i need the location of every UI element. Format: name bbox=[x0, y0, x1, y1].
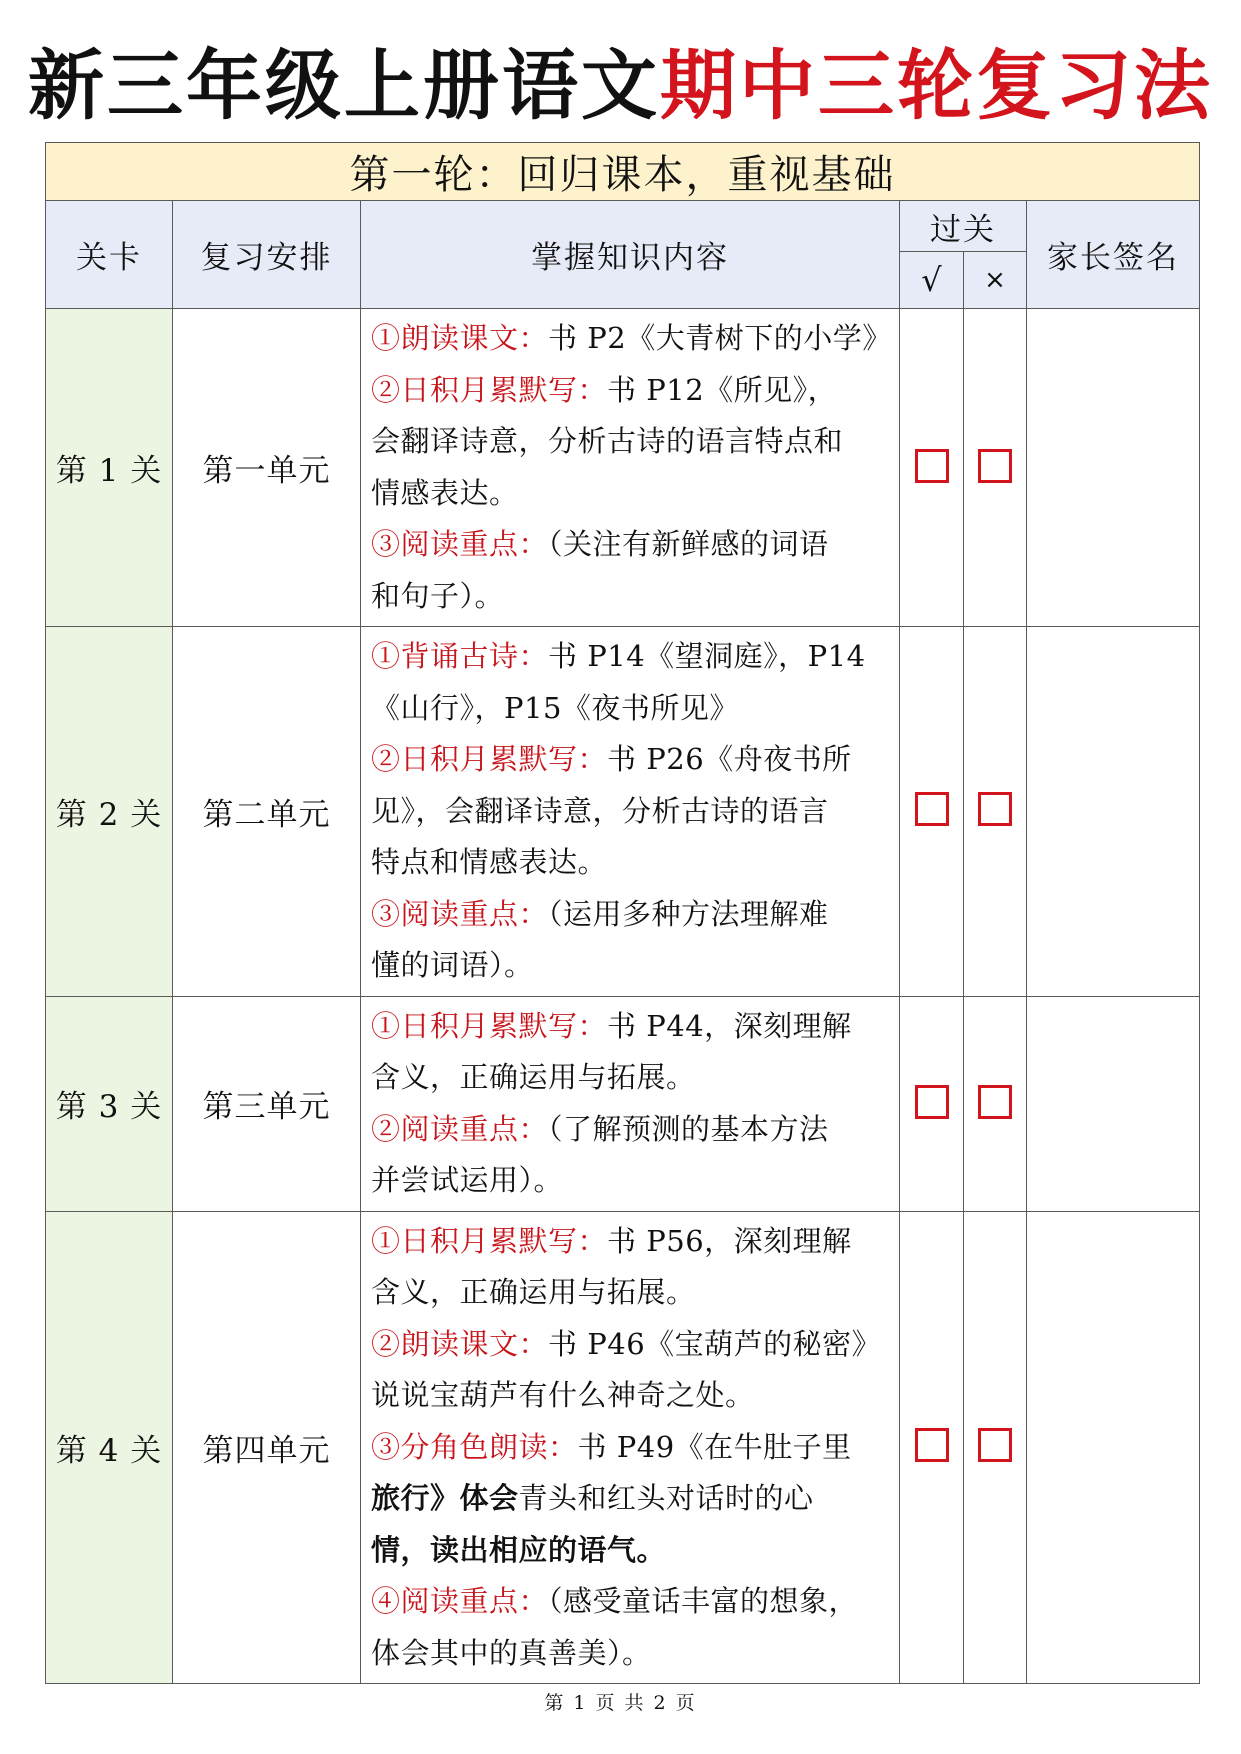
content-text: 和句子）。 bbox=[371, 578, 505, 613]
fail-checkbox[interactable] bbox=[978, 1428, 1012, 1462]
content-text: 青头和红头对话时的心 bbox=[518, 1481, 814, 1515]
content-text: 会翻译诗意，分析古诗的语言特点和 bbox=[371, 424, 844, 458]
header-level: 关卡 bbox=[46, 201, 173, 309]
content-text: 并尝试运用）。 bbox=[371, 1163, 564, 1197]
pass-checkbox-cell bbox=[900, 309, 964, 627]
bold-text: 情，读出相应的语气。 bbox=[371, 1532, 667, 1567]
content-line bbox=[371, 1155, 893, 1207]
highlight-label: ②日积月累默写： bbox=[371, 372, 608, 407]
level-row bbox=[46, 309, 1200, 627]
signature-cell[interactable] bbox=[1027, 627, 1200, 997]
content-line bbox=[371, 837, 893, 889]
content-line bbox=[371, 1216, 893, 1268]
highlight-label: ②阅读重点： bbox=[371, 1111, 549, 1146]
pass-checkbox[interactable] bbox=[915, 1428, 949, 1462]
content-line bbox=[371, 1370, 893, 1422]
content-line bbox=[371, 571, 893, 623]
content-text: （感受童话丰富的想象， bbox=[548, 1584, 859, 1618]
content-line bbox=[371, 1525, 893, 1577]
content-line bbox=[371, 889, 893, 941]
bold-text: 旅行》体会 bbox=[371, 1481, 519, 1515]
content-text: （运用多种方法理解难 bbox=[548, 896, 829, 931]
content-text: 情感表达。 bbox=[371, 475, 519, 510]
highlight-label: ②朗读课文： bbox=[371, 1326, 549, 1361]
level-label: 第 3 关 bbox=[46, 996, 173, 1211]
header-content: 掌握知识内容 bbox=[361, 201, 900, 309]
content-text: 书 P56，深刻理解 bbox=[607, 1223, 852, 1258]
content-line bbox=[371, 1267, 893, 1319]
content-line bbox=[371, 519, 893, 571]
header-signature: 家长签名 bbox=[1027, 201, 1200, 309]
highlight-label: ③分角色朗读： bbox=[371, 1429, 578, 1464]
unit-label: 第四单元 bbox=[173, 1211, 361, 1684]
content-line bbox=[371, 1628, 893, 1680]
content-text: （关注有新鲜感的词语 bbox=[548, 527, 829, 561]
content-text: 特点和情感表达。 bbox=[371, 845, 608, 879]
header-pass: 过关 bbox=[900, 201, 1027, 252]
content-text: 书 P2《大青树下的小学》 bbox=[548, 321, 892, 355]
review-table bbox=[45, 142, 1200, 1684]
round-title: 第一轮：回归课本，重视基础 bbox=[46, 143, 1200, 201]
content-line bbox=[371, 1422, 893, 1474]
content-line bbox=[371, 365, 893, 417]
content-line bbox=[371, 734, 893, 786]
fail-checkbox[interactable] bbox=[978, 792, 1012, 826]
content-line bbox=[371, 1052, 893, 1104]
content-text: 说说宝葫芦有什么神奇之处。 bbox=[371, 1378, 755, 1412]
fail-checkbox-cell bbox=[964, 627, 1027, 997]
content-line bbox=[371, 1001, 893, 1053]
content-line bbox=[371, 468, 893, 520]
content-text: 书 P46《宝葫芦的秘密》 bbox=[548, 1326, 882, 1361]
level-label: 第 1 关 bbox=[46, 309, 173, 627]
content-line bbox=[371, 786, 893, 838]
knowledge-content bbox=[361, 627, 900, 997]
title-part-black: 新三年级上册语文 bbox=[28, 41, 660, 130]
knowledge-content bbox=[361, 996, 900, 1211]
content-line bbox=[371, 1576, 893, 1628]
content-line bbox=[371, 683, 893, 735]
content-line bbox=[371, 1104, 893, 1156]
header-check-mark: √ bbox=[900, 252, 964, 309]
level-label: 第 2 关 bbox=[46, 627, 173, 997]
highlight-label: ③阅读重点： bbox=[371, 896, 549, 931]
highlight-label: ④阅读重点： bbox=[371, 1584, 549, 1618]
highlight-label: ③阅读重点： bbox=[371, 527, 549, 561]
header-cross-mark: × bbox=[964, 252, 1027, 309]
fail-checkbox-cell bbox=[964, 996, 1027, 1211]
unit-label: 第三单元 bbox=[173, 996, 361, 1211]
fail-checkbox-cell bbox=[964, 1211, 1027, 1684]
content-text: 见》，会翻译诗意，分析古诗的语言 bbox=[371, 793, 829, 828]
pass-checkbox-cell bbox=[900, 996, 964, 1211]
pass-checkbox[interactable] bbox=[915, 792, 949, 826]
fail-checkbox-cell bbox=[964, 309, 1027, 627]
content-text: 含义，正确运用与拓展。 bbox=[371, 1275, 696, 1309]
level-row bbox=[46, 627, 1200, 997]
content-text: 含义，正确运用与拓展。 bbox=[371, 1060, 696, 1094]
content-text: 书 P49《在牛肚子里 bbox=[577, 1429, 852, 1464]
content-text: 书 P44，深刻理解 bbox=[607, 1008, 852, 1043]
rows-body bbox=[46, 309, 1200, 1684]
level-label: 第 4 关 bbox=[46, 1211, 173, 1684]
highlight-label: ①日积月累默写： bbox=[371, 1223, 608, 1258]
content-line bbox=[371, 631, 893, 683]
highlight-label: ②日积月累默写： bbox=[371, 742, 608, 776]
pass-checkbox[interactable] bbox=[915, 449, 949, 483]
pass-checkbox-cell bbox=[900, 627, 964, 997]
content-text: 书 P26《舟夜书所 bbox=[607, 742, 852, 776]
pass-checkbox[interactable] bbox=[915, 1085, 949, 1119]
header-arrangement: 复习安排 bbox=[173, 201, 361, 309]
knowledge-content bbox=[361, 309, 900, 627]
fail-checkbox[interactable] bbox=[978, 1085, 1012, 1119]
content-text: （了解预测的基本方法 bbox=[548, 1111, 829, 1146]
level-row bbox=[46, 1211, 1200, 1684]
content-text: 书 P14《望洞庭》，P14 bbox=[548, 639, 866, 673]
content-line bbox=[371, 1319, 893, 1371]
level-row bbox=[46, 996, 1200, 1211]
content-line bbox=[371, 940, 893, 992]
title-part-red: 期中三轮复习法 bbox=[660, 41, 1213, 130]
unit-label: 第二单元 bbox=[173, 627, 361, 997]
pass-checkbox-cell bbox=[900, 1211, 964, 1684]
content-text: 体会其中的真善美）。 bbox=[371, 1635, 652, 1670]
content-text: 懂的词语）。 bbox=[371, 948, 534, 982]
highlight-label: ①朗读课文： bbox=[371, 321, 549, 355]
content-text: 《山行》，P15《夜书所见》 bbox=[371, 690, 739, 725]
fail-checkbox[interactable] bbox=[978, 449, 1012, 483]
content-line bbox=[371, 1473, 893, 1525]
signature-cell[interactable] bbox=[1027, 1211, 1200, 1684]
unit-label: 第一单元 bbox=[173, 309, 361, 627]
signature-cell[interactable] bbox=[1027, 309, 1200, 627]
page-title bbox=[0, 38, 1241, 134]
highlight-label: ①日积月累默写： bbox=[371, 1008, 608, 1043]
content-line bbox=[371, 416, 893, 468]
page-footer: 第 1 页 共 2 页 bbox=[544, 1692, 697, 1714]
highlight-label: ①背诵古诗： bbox=[371, 639, 549, 673]
content-text: 书 P12《所见》， bbox=[607, 372, 838, 407]
content-line bbox=[371, 313, 893, 365]
signature-cell[interactable] bbox=[1027, 996, 1200, 1211]
knowledge-content bbox=[361, 1211, 900, 1684]
